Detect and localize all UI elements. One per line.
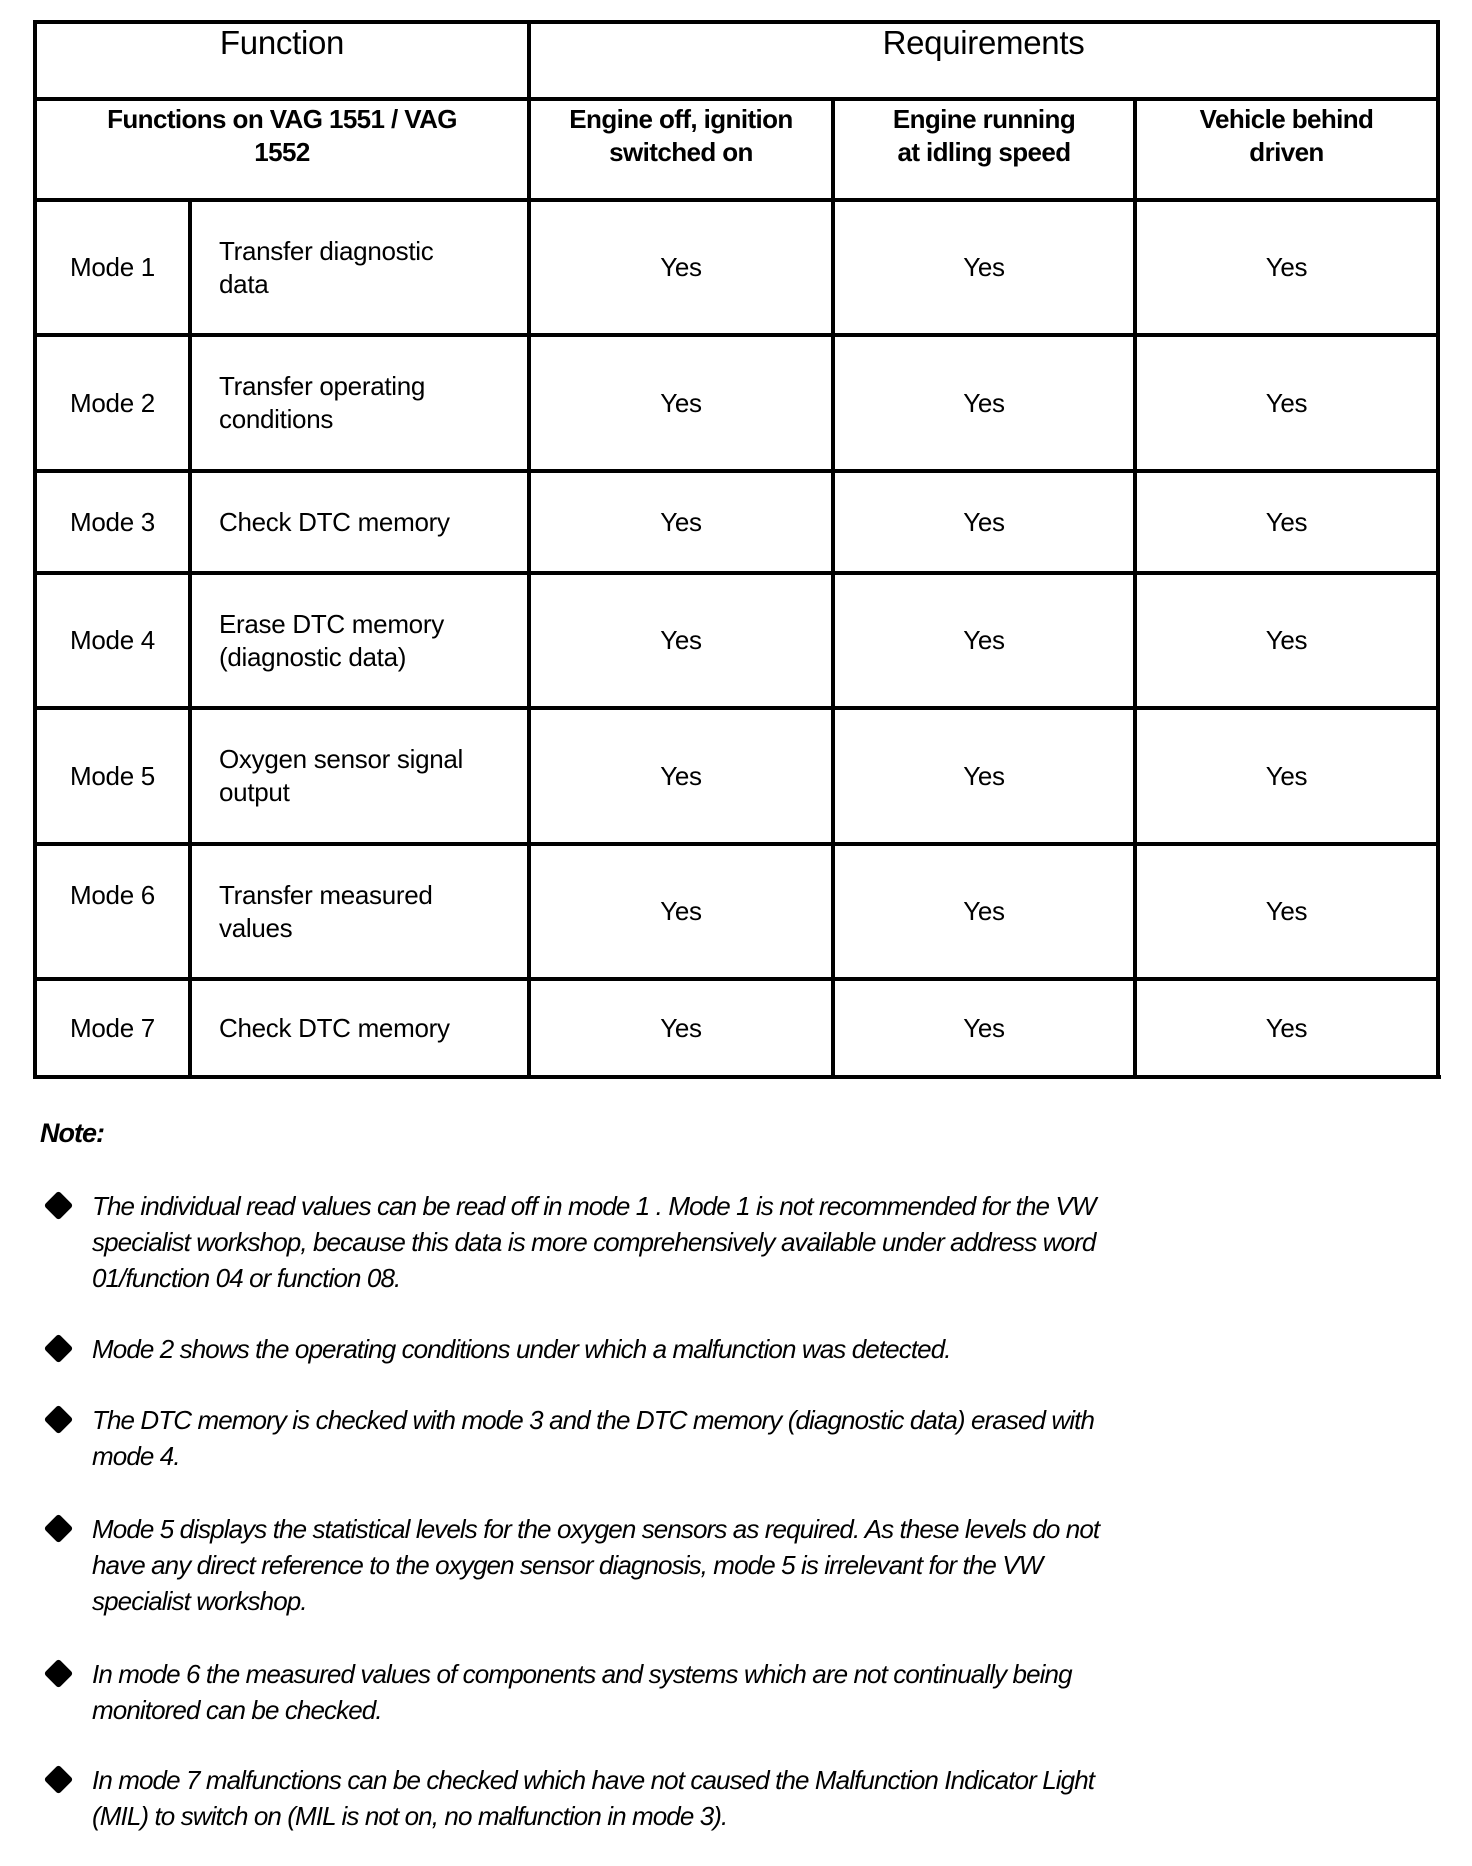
function-cell — [219, 202, 527, 333]
value-text: Yes — [660, 506, 702, 537]
column-header-line: Vehicle behind — [1199, 104, 1374, 134]
mode-label: Mode 4 — [70, 625, 155, 655]
diamond-bullet-icon — [44, 1765, 74, 1795]
function-line: output — [219, 777, 290, 807]
note-line: Mode 2 shows the operating conditions under which a malfunction was detected. — [92, 1334, 951, 1364]
table-border-right — [1436, 20, 1440, 1079]
requirement-value — [835, 846, 1133, 977]
column-header-line: Engine off, ignition — [569, 104, 793, 134]
requirement-column-header — [1137, 101, 1436, 198]
note-line: have any direct reference to the oxygen sensor diagnosis, mode 5 is irrelevant for the VW — [92, 1550, 1043, 1580]
mode-cell — [37, 337, 188, 469]
note-text — [92, 1331, 1352, 1367]
function-header — [37, 24, 527, 97]
subheader-line: 1552 — [254, 137, 310, 167]
requirement-value — [1137, 575, 1436, 706]
note-line: specialist workshop. — [92, 1586, 307, 1616]
requirement-value — [1137, 710, 1436, 842]
mode-cell — [37, 981, 188, 1075]
note-line: specialist workshop, because this data is more comprehensively available under address word — [92, 1227, 1096, 1257]
note-line: Mode 5 displays the statistical levels for the oxygen sensors as required. As these levels do not — [92, 1514, 1100, 1544]
table-border-bottom — [33, 1075, 1441, 1079]
value-text: Yes — [1265, 387, 1308, 418]
value-text: Yes — [963, 1012, 1005, 1043]
requirement-value — [531, 981, 831, 1075]
function-line: Transfer measured — [219, 880, 433, 910]
function-cell — [219, 337, 527, 469]
function-cell — [219, 710, 527, 842]
value-text: Yes — [963, 760, 1005, 791]
note-line: In mode 6 the measured values of components and systems which are not continually being — [92, 1659, 1072, 1689]
subheader-line: Functions on VAG 1551 / VAG — [107, 104, 457, 134]
functions-subheader — [37, 101, 527, 198]
note-line: mode 4. — [92, 1441, 180, 1471]
mode-label: Mode 3 — [70, 506, 155, 537]
requirement-value — [531, 337, 831, 469]
value-text: Yes — [963, 625, 1005, 655]
value-text: Yes — [660, 625, 702, 655]
requirement-value — [835, 473, 1133, 571]
note-line: The DTC memory is checked with mode 3 and the DTC memory (diagnostic data) erased with — [92, 1405, 1095, 1435]
mode-label: Mode 7 — [70, 1012, 155, 1043]
diamond-bullet-icon — [44, 1405, 74, 1435]
value-text: Yes — [660, 760, 702, 791]
function-line: Transfer operating — [219, 371, 426, 401]
function-line: Check DTC memory — [219, 506, 450, 537]
requirement-value — [1137, 846, 1436, 977]
mode-label: Mode 1 — [70, 252, 155, 282]
function-cell — [219, 981, 527, 1075]
note-line: In mode 7 malfunctions can be checked which have not caused the Malfunction Indicator Light — [92, 1765, 1095, 1795]
column-header-line: switched on — [609, 137, 753, 167]
value-text: Yes — [660, 1012, 702, 1043]
function-cell — [219, 473, 527, 571]
value-text: Yes — [1265, 625, 1308, 655]
requirement-column-header — [531, 101, 831, 198]
requirement-value — [835, 981, 1133, 1075]
function-line: Check DTC memory — [219, 1012, 450, 1043]
function-line: Transfer diagnostic — [219, 235, 434, 266]
value-text: Yes — [963, 896, 1005, 926]
value-text: Yes — [660, 252, 702, 282]
mode-label: Mode 5 — [70, 760, 155, 791]
note-line: (MIL) to switch on (MIL is not on, no malfunction in mode 3). — [92, 1801, 728, 1831]
diamond-bullet-icon — [44, 1659, 74, 1689]
function-line: values — [219, 913, 293, 943]
requirement-value — [835, 575, 1133, 706]
value-text: Yes — [1265, 506, 1308, 537]
requirement-value — [1137, 981, 1436, 1075]
function-line: (diagnostic data) — [219, 641, 407, 672]
note-line: The individual read values can be read off in mode 1 . Mode 1 is not recommended for the VW — [92, 1191, 1096, 1221]
requirement-value — [531, 575, 831, 706]
note-text — [92, 1762, 1352, 1834]
requirements-header — [531, 24, 1436, 97]
requirement-value — [835, 710, 1133, 842]
value-text: Yes — [1265, 1012, 1308, 1043]
requirement-value — [531, 473, 831, 571]
diamond-bullet-icon — [44, 1334, 74, 1364]
value-text: Yes — [963, 252, 1005, 282]
requirement-value — [1137, 473, 1436, 571]
note-title: Note: — [40, 1118, 104, 1148]
column-header-line: driven — [1249, 137, 1324, 167]
value-text: Yes — [1265, 760, 1308, 791]
requirement-value — [835, 337, 1133, 469]
value-text: Yes — [1265, 252, 1308, 282]
diamond-bullet-icon — [44, 1191, 74, 1221]
mode-cell — [37, 710, 188, 842]
diamond-bullet-icon — [44, 1514, 74, 1544]
column-header-line: at idling speed — [897, 137, 1071, 167]
value-text: Yes — [963, 387, 1005, 418]
column-header-line: Engine running — [892, 104, 1076, 134]
mode-cell — [37, 473, 188, 571]
mode-label: Mode 2 — [70, 387, 155, 418]
function-line: data — [219, 268, 269, 299]
requirement-value — [835, 202, 1133, 333]
mode-cell — [37, 202, 188, 333]
requirement-value — [531, 846, 831, 977]
note-text — [92, 1511, 1352, 1619]
note-text — [92, 1402, 1352, 1474]
mode-cell — [37, 846, 188, 977]
requirement-value — [1137, 202, 1436, 333]
requirement-value — [531, 710, 831, 842]
note-line: monitored can be checked. — [92, 1695, 382, 1725]
requirement-column-header — [835, 101, 1133, 198]
function-line: Oxygen sensor signal — [219, 744, 464, 774]
function-line: conditions — [219, 404, 334, 434]
mode-cell — [37, 575, 188, 706]
function-cell — [219, 575, 527, 706]
note-text — [92, 1188, 1352, 1296]
table-divider — [188, 198, 192, 1079]
requirement-value — [1137, 337, 1436, 469]
requirements-header-label: Requirements — [882, 24, 1085, 61]
mode-label: Mode 6 — [70, 880, 155, 910]
value-text: Yes — [660, 387, 702, 418]
note-line: 01/function 04 or function 08. — [92, 1263, 401, 1293]
value-text: Yes — [963, 506, 1005, 537]
function-header-label: Function — [219, 24, 345, 61]
function-cell — [219, 846, 527, 977]
requirements-table — [33, 20, 1437, 1079]
requirement-value — [531, 202, 831, 333]
note-text — [92, 1656, 1352, 1728]
function-line: Erase DTC memory — [219, 608, 444, 639]
value-text: Yes — [660, 896, 702, 926]
value-text: Yes — [1265, 896, 1308, 926]
